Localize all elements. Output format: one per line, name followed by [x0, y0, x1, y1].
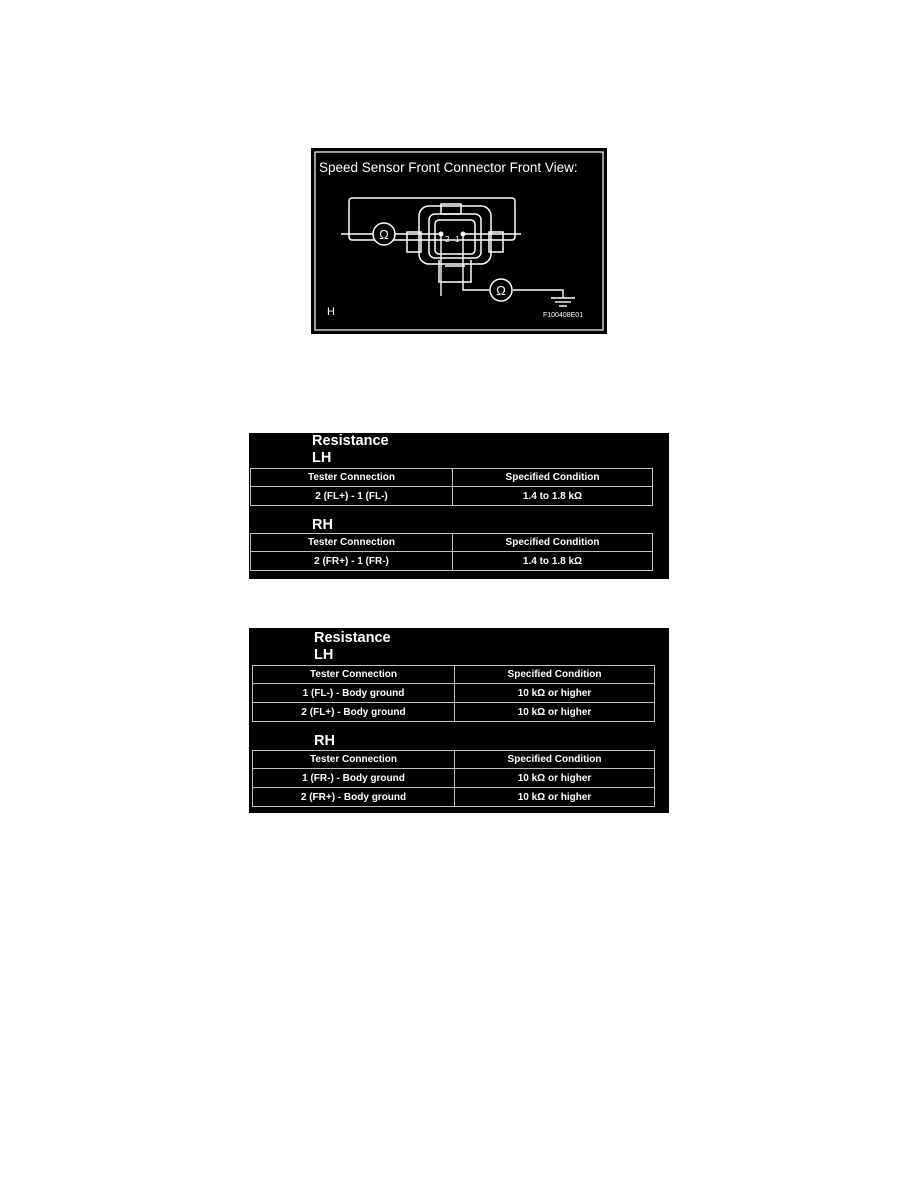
col-header-tester-connection: Tester Connection	[251, 469, 453, 487]
tester-connection-cell: 2 (FL+) - 1 (FL-)	[251, 487, 453, 506]
lh-table	[250, 468, 653, 506]
rh-label: RH	[312, 517, 333, 533]
figure-code: F100408E01	[543, 312, 584, 319]
table-row	[253, 684, 655, 703]
rh-table	[252, 750, 655, 807]
specified-condition-cell: 10 kΩ or higher	[455, 788, 655, 807]
table-row	[251, 487, 653, 506]
resistance-table-1	[249, 433, 669, 579]
col-header-specified-condition: Specified Condition	[453, 534, 653, 552]
pin-2-label: 2	[445, 235, 450, 244]
diagram-title: Speed Sensor Front Connector Front View:	[319, 160, 578, 175]
specified-condition-cell: 10 kΩ or higher	[455, 703, 655, 722]
tester-connection-cell: 2 (FR+) - Body ground	[253, 788, 455, 807]
lh-label: LH	[312, 450, 332, 466]
tester-connection-cell: 2 (FL+) - Body ground	[253, 703, 455, 722]
table-row	[253, 788, 655, 807]
specified-condition-cell: 1.4 to 1.8 kΩ	[453, 487, 653, 506]
connector-diagram	[311, 148, 607, 334]
col-header-specified-condition: Specified Condition	[455, 751, 655, 769]
rh-table	[250, 533, 653, 571]
col-header-tester-connection: Tester Connection	[253, 751, 455, 769]
col-header-specified-condition: Specified Condition	[453, 469, 653, 487]
resistance-heading: Resistance	[314, 630, 391, 646]
rh-label: RH	[314, 733, 335, 749]
ohm-symbol-2: Ω	[496, 283, 506, 298]
col-header-tester-connection: Tester Connection	[253, 666, 455, 684]
diagram-corner-letter: H	[327, 306, 335, 318]
col-header-specified-condition: Specified Condition	[455, 666, 655, 684]
table-row	[253, 769, 655, 788]
lh-label: LH	[314, 647, 334, 663]
table-row	[253, 703, 655, 722]
specified-condition-cell: 10 kΩ or higher	[455, 769, 655, 788]
pin-1-label: 1	[455, 235, 460, 244]
tester-connection-cell: 1 (FR-) - Body ground	[253, 769, 455, 788]
specified-condition-cell: 10 kΩ or higher	[455, 684, 655, 703]
resistance-table-2	[249, 628, 669, 813]
col-header-tester-connection: Tester Connection	[251, 534, 453, 552]
lh-table	[252, 665, 655, 722]
specified-condition-cell: 1.4 to 1.8 kΩ	[453, 552, 653, 571]
resistance-heading: Resistance	[312, 433, 389, 449]
ohm-symbol-1: Ω	[379, 227, 389, 242]
tester-connection-cell: 2 (FR+) - 1 (FR-)	[251, 552, 453, 571]
connector-drawing	[311, 148, 607, 334]
tester-connection-cell: 1 (FL-) - Body ground	[253, 684, 455, 703]
table-row	[251, 552, 653, 571]
